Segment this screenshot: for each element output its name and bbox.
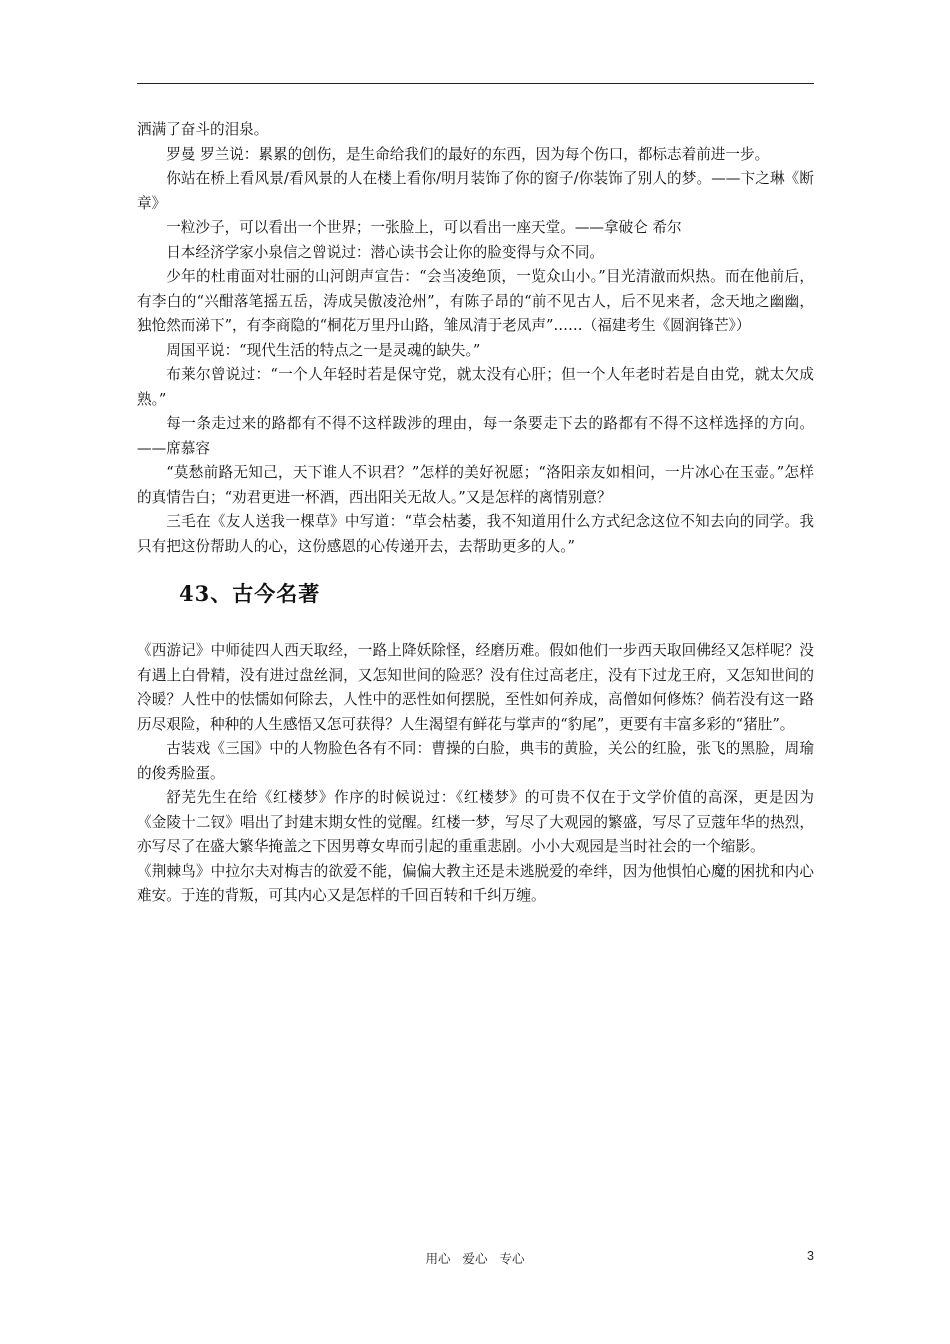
paragraph: 罗曼 罗兰说：累累的创伤，是生命给我们的最好的东西，因为每个伤口，都标志着前进一步。: [166, 145, 770, 163]
page-body: [137, 118, 814, 909]
paragraph: 古装戏《三国》中的人物脸色各有不同：曹操的白脸，典韦的黄脸，关公的红脸，张飞的黑脸，周瑜的俊秀脸蛋。: [137, 740, 814, 782]
paragraph: 少年的杜甫面对壮丽的山河朗声宣告：“会当凌绝顶，一览众山小。”目光清澈而炽热。而在他前后，有李白的“兴酣落笔摇五岳，涛成吴傲凌沧州”，有陈子昂的“前不见古人，后不见来者，念天地之幽幽，独怆然而涕下”，有李商隐的“桐花万里丹山路，雏凤清于老凤声”……（福建考生《圆润锋芒》）: [137, 268, 814, 334]
paragraph: 舒芜先生在给《红楼梦》作序的时候说过：《红楼梦》的可贵不仅在于文学价值的高深，更是因为《金陵十二钗》唱出了封建末期女性的觉醒。红楼一梦，写尽了大观园的繁盛，写尽了豆蔻年华的热烈，亦写尽了在盛大繁华掩盖之下因男尊女卑而引起的重重悲剧。小小大观园是当时社会的一个缩影。: [137, 789, 814, 855]
paragraph: 布莱尔曾说过：“一个人年轻时若是保守党，就太没有心肝；但一个人年老时若是自由党，就太欠成熟。”: [137, 366, 814, 408]
header-rule: [137, 83, 814, 84]
page-number: 3: [807, 1249, 814, 1263]
paragraph: 洒满了奋斗的泪泉。: [137, 121, 269, 138]
footer-word: 用心: [425, 1251, 451, 1266]
paragraph: 每一条走过来的路都有不得不这样跋涉的理由，每一条要走下去的路都有不得不这样选择的方向。——席慕容: [137, 415, 814, 457]
paragraph: “莫愁前路无知己，天下谁人不识君？”怎样的美好祝愿；“洛阳亲友如相问，一片冰心在玉壶。”怎样的真情告白；“劝君更进一杯酒，西出阳关无故人。”又是怎样的离情别意？: [137, 464, 814, 506]
paragraph: 《西游记》中师徒四人西天取经，一路上降妖除怪，经磨历难。假如他们一步西天取回佛经又怎样呢？没有遇上白骨精，没有进过盘丝洞，又怎知世间的险恶？没有住过高老庄，没有下过龙王府，又怎知世间的冷暖？人性中的怯懦如何除去，人性中的恶性如何摆脱，至性如何养成，高僧如何修炼？倘若没有这一路历尽艰险，种种的人生感悟又怎可获得？人生渴望有鲜花与掌声的“豹尾”，更要有丰富多彩的“猪肚”。: [137, 642, 814, 733]
section-heading: 43、古今名著: [179, 581, 321, 606]
paragraph: 周国平说：“现代生活的特点之一是灵魂的缺失。”: [166, 341, 481, 359]
classics-section: [137, 639, 814, 909]
paragraph: 日本经济学家小泉信之曾说过：潜心读书会让你的脸变得与众不同。: [166, 243, 605, 261]
footer-word: 专心: [499, 1251, 525, 1266]
paragraph: 三毛在《友人送我一棵草》中写道：“草会枯萎，我不知道用什么方式纪念这位不知去向的同学。我只有把这份帮助人的心，这份感恩的心传递开去，去帮助更多的人。”: [137, 513, 814, 555]
quotes-section: [137, 118, 814, 559]
paragraph: 你站在桥上看风景/看风景的人在楼上看你/明月装饰了你的窗子/你装饰了别人的梦。——卞之琳《断章》: [137, 170, 814, 212]
footer-word: 爱心: [462, 1251, 488, 1266]
paragraph: 一粒沙子，可以看出一个世界；一张脸上，可以看出一座天堂。——拿破仑 希尔: [166, 219, 682, 236]
paragraph: 《荆棘鸟》中拉尔夫对梅吉的欲爱不能，偏偏大教主还是未逃脱爱的牵绊，因为他惧怕心魔的困扰和内心难安。于连的背叛，可其内心又是怎样的千回百转和千纠万缠。: [137, 862, 814, 904]
